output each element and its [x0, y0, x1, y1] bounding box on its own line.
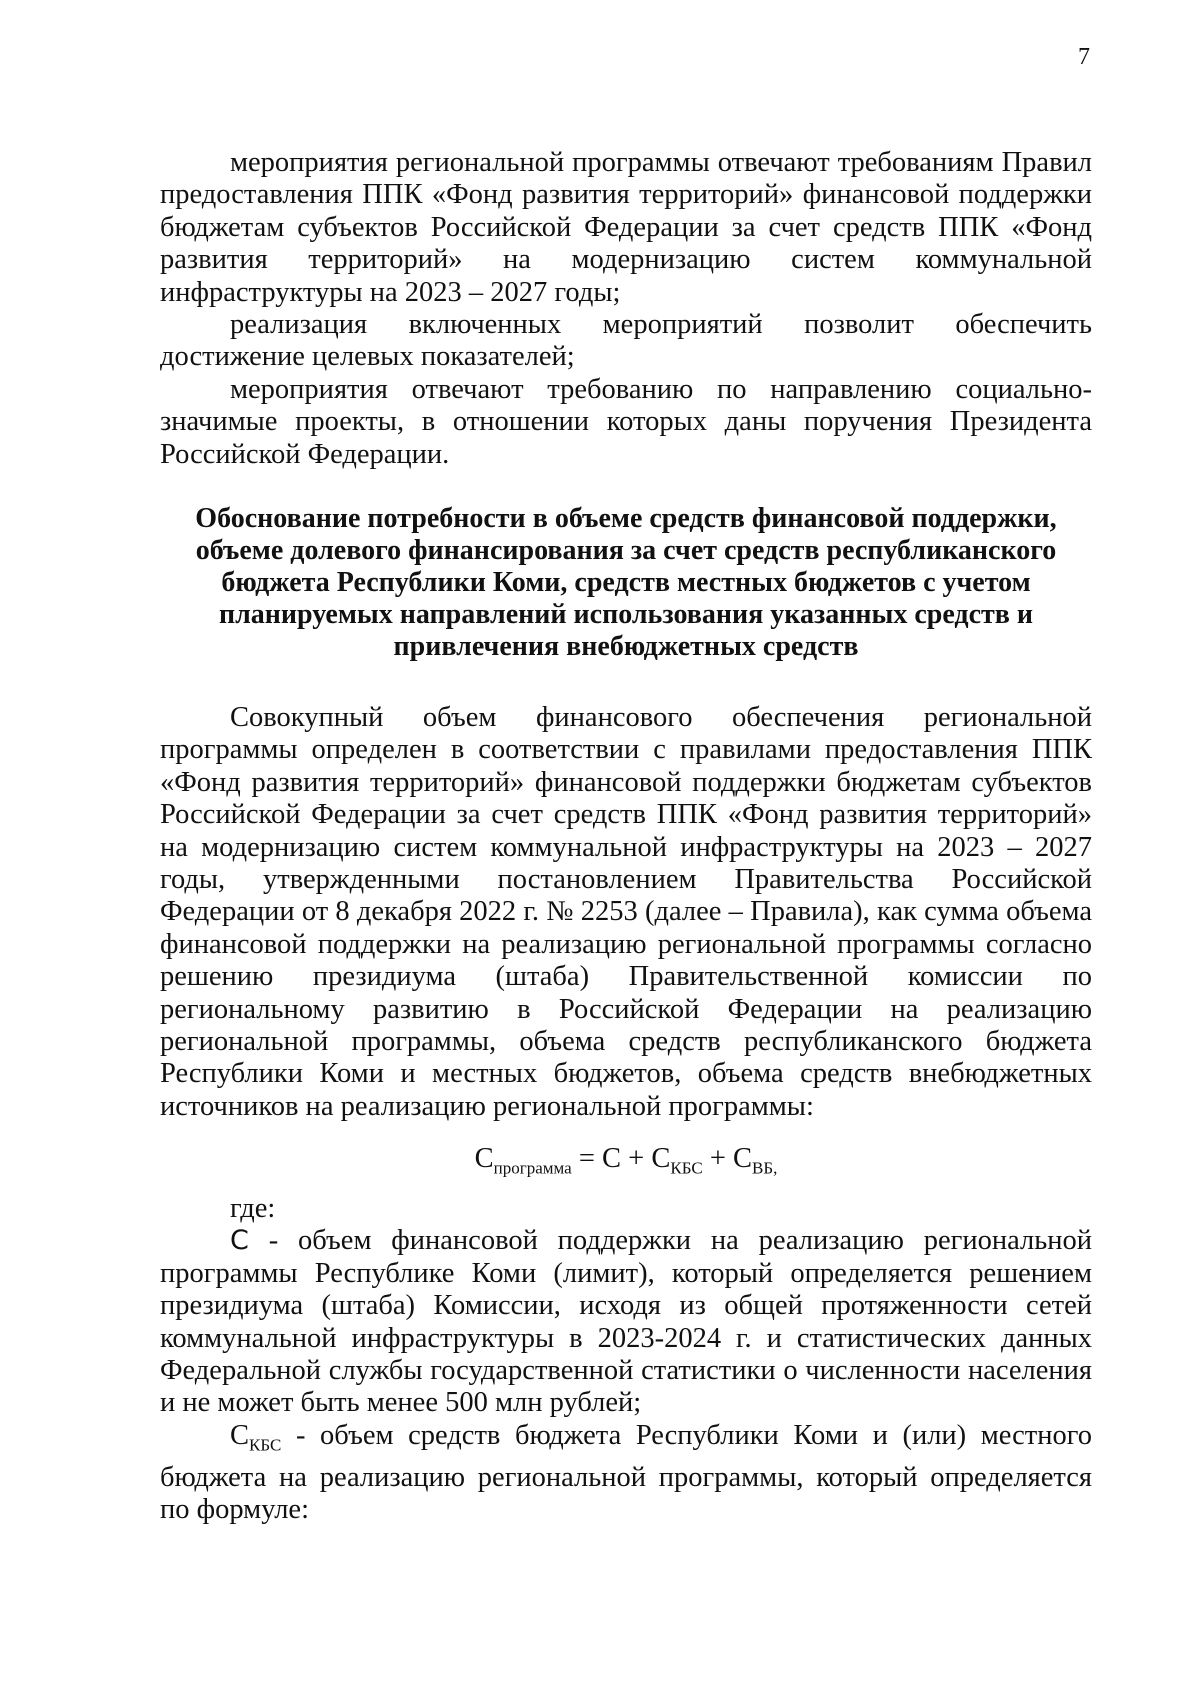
definition-c-symbol: C — [230, 1225, 249, 1257]
heading-line: Обоснование потребности в объеме средств финансовой поддержки, — [195, 503, 1057, 534]
main-section — [160, 702, 1092, 1123]
definition-ckbs — [160, 1420, 1092, 1527]
definition-c-text: - объем финансовой поддержки на реализацию региональной программы Республике Коми (лимит), который определяется решением президиума (штаба) Комиссии, исходя из общей протяженности сетей коммунальной инфраструктуры в 2023-2024 г. и статистических данных Федеральной службы государственной статистики о численности населения и не может быть менее 500 млн рублей; — [160, 1225, 1092, 1419]
formula-eq: = C + C — [571, 1143, 671, 1174]
formula-sub-kbs: КБС — [670, 1158, 703, 1178]
main-paragraph: Совокупный объем финансового обеспечения региональной программы определен в соответствии с правилами предоставления ППК «Фонд развития территорий» финансовой поддержки бюджетам субъектов Российской Федерации за счет средств ППК «Фонд развития территорий» на модернизацию систем коммунальной инфраструктуры на 2023 – 2027 годы, утвержденными постановлением Правительства Российской Федерации от 8 декабря 2022 г. № 2253 (далее – Правила), как сумма объема финансовой поддержки на реализацию региональной программы согласно решению президиума (штаба) Правительственной комиссии по региональному развитию в Российской Федерации на реализацию региональной программы, объема средств республиканского бюджета Республики Коми и местных бюджетов, объема средств внебюджетных источников на реализацию региональной программы: — [160, 702, 1092, 1122]
intro-section — [160, 147, 1092, 471]
definition-ckbs-text: - объем средств бюджета Республики Коми и (или) местного бюджета на реализацию региональной программы, который определяется по формуле: — [160, 1419, 1092, 1526]
program-formula — [160, 1143, 1092, 1179]
definition-ckbs-symbol: C — [230, 1419, 250, 1451]
section-heading — [160, 503, 1092, 663]
definition-c — [160, 1225, 1092, 1419]
definitions-section — [160, 1193, 1092, 1527]
where-label: где: — [230, 1193, 276, 1224]
heading-line: привлечения внебюджетных средств — [393, 631, 859, 662]
formula-sub-vb: ВБ, — [752, 1158, 778, 1178]
page-number: 7 — [1078, 44, 1090, 70]
heading-line: бюджета Республики Коми, средств местных бюджетов с учетом — [221, 567, 1031, 598]
heading-line: объеме долевого финансирования за счет средств республиканского — [195, 535, 1057, 566]
formula-plus: + C — [702, 1143, 753, 1174]
intro-paragraph: мероприятия отвечают требованию по направлению социально-значимые проекты, в отношении которых даны поручения Президента Российской Федерации. — [160, 373, 1092, 470]
intro-paragraph: мероприятия региональной программы отвечают требованиям Правил предоставления ППК «Фонд развития территорий» финансовой поддержки бюджетам субъектов Российской Федерации за счет средств ППК «Фонд развития территорий» на модернизацию систем коммунальной инфраструктуры на 2023 – 2027 годы; — [160, 147, 1092, 308]
heading-line: планируемых направлений использования указанных средств и — [218, 599, 1034, 630]
intro-paragraph: реализация включенных мероприятий позволит обеспечить достижение целевых показателей; — [160, 309, 1092, 373]
formula-sub-program: программа — [493, 1158, 572, 1178]
formula-c: C — [474, 1143, 494, 1174]
definition-ckbs-sub: КБС — [249, 1435, 282, 1455]
